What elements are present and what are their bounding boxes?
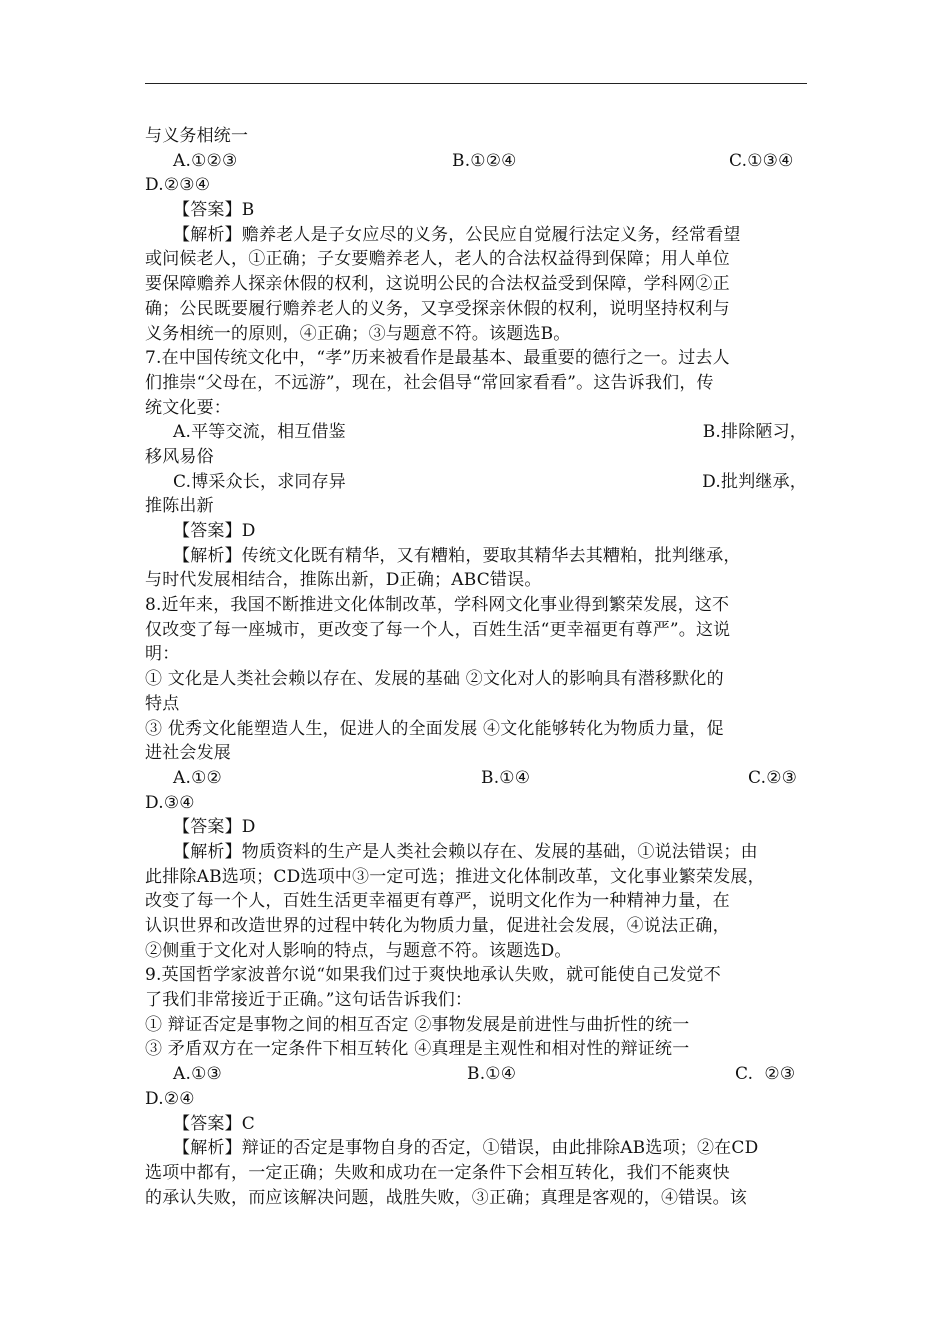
text-line: 改变了每一个人，百姓生活更幸福更有尊严，说明文化作为一种精神力量，在 bbox=[145, 891, 730, 912]
question-8: 8.近年来，我国不断推进文化体制改革，学科网文化事业得到繁荣发展，这不 bbox=[145, 595, 730, 616]
option-c: C.①③④ bbox=[729, 150, 794, 171]
option-b: B.①④ bbox=[481, 767, 531, 788]
analysis-line: 【解析】赡养老人是子女应尽的义务，公民应自觉履行法定义务，经常看望 bbox=[173, 224, 741, 245]
option-d: D.批判继承， bbox=[702, 471, 807, 492]
text-line: 此排除AB选项；CD选项中③一定可选；推进文化体制改革，文化事业繁荣发展， bbox=[145, 866, 765, 887]
text-line: 特点 bbox=[145, 693, 180, 714]
option-a: A.①②③ bbox=[173, 150, 238, 171]
q9-options bbox=[145, 1062, 807, 1087]
answer-line: 【答案】B bbox=[173, 200, 255, 221]
header-rule bbox=[145, 83, 807, 84]
text-line: 统文化要： bbox=[145, 397, 231, 418]
option-c: C. ②③ bbox=[735, 1064, 796, 1085]
q8-options bbox=[145, 766, 807, 791]
text-line: 移风易俗 bbox=[145, 446, 214, 467]
text-line: 确；公民既要履行赡养老人的义务，又享受探亲休假的权利，说明坚持权利与 bbox=[145, 298, 730, 319]
answer-line: 【答案】D bbox=[173, 817, 256, 838]
text-line: D.②③④ bbox=[145, 175, 211, 196]
text-line: 与时代发展相结合，推陈出新，D正确；ABC错误。 bbox=[145, 570, 542, 591]
document-body bbox=[145, 124, 807, 1210]
text-line: 进社会发展 bbox=[145, 743, 231, 764]
question-9: 9.英国哲学家波普尔说“如果我们过于爽快地承认失败，就可能使自己发觉不 bbox=[145, 965, 721, 986]
option-c: C.②③ bbox=[748, 767, 798, 788]
text-line: 义务相统一的原则，④正确；③与题意不符。该题选B。 bbox=[145, 323, 571, 344]
text-line: 们推崇“父母在，不远游”，现在，社会倡导“常回家看看”。这告诉我们，传 bbox=[145, 372, 714, 393]
text-line: 认识世界和改造世界的过程中转化为物质力量，促进社会发展，④说法正确， bbox=[145, 916, 730, 936]
text-line: 了我们非常接近于正确。”这句话告诉我们： bbox=[145, 990, 473, 1011]
text-line: D.③④ bbox=[145, 792, 195, 813]
analysis-line: 【解析】传统文化既有精华，又有糟粕，要取其精华去其糟粕，批判继承， bbox=[173, 545, 741, 566]
option-a: A.①② bbox=[173, 767, 222, 788]
text-line: 仅改变了每一座城市，更改变了每一个人，百姓生活“更幸福更有尊严”。这说 bbox=[145, 619, 731, 640]
statement-line: ① 辩证否定是事物之间的相互否定 ②事物发展是前进性与曲折性的统一 bbox=[145, 1014, 690, 1035]
text-line: 推陈出新 bbox=[145, 496, 214, 517]
option-c: C.博采众长，求同存异 bbox=[173, 471, 347, 492]
text-line: 的承认失败，而应该解决问题，战胜失败，③正确；真理是客观的，④错误。该 bbox=[145, 1187, 747, 1208]
option-b: B.①②④ bbox=[452, 150, 517, 171]
text-line: ②侧重于文化对人影响的特点，与题意不符。该题选D。 bbox=[145, 940, 572, 961]
q7-options-cd bbox=[145, 470, 807, 495]
analysis-line: 【解析】物质资料的生产是人类社会赖以存在、发展的基础，①说法错误；由 bbox=[173, 841, 758, 862]
answer-line: 【答案】C bbox=[173, 1113, 256, 1134]
option-a: A.平等交流，相互借鉴 bbox=[173, 422, 346, 443]
answer-line: 【答案】D bbox=[173, 521, 256, 541]
question-7: 7.在中国传统文化中，“孝”历来被看作是最基本、最重要的德行之一。过去人 bbox=[145, 348, 730, 369]
text-line: 与义务相统一 bbox=[145, 126, 249, 146]
statement-line: ① 文化是人类社会赖以存在、发展的基础 ②文化对人的影响具有潜移默化的 bbox=[145, 669, 724, 690]
option-a: A.①③ bbox=[173, 1064, 222, 1085]
q6-options bbox=[145, 149, 807, 174]
statement-line: ③ 矛盾双方在一定条件下相互转化 ④真理是主观性和相对性的辩证统一 bbox=[145, 1039, 690, 1060]
option-b: B.①④ bbox=[467, 1064, 517, 1085]
text-line: 选项中都有，一定正确；失败和成功在一定条件下会相互转化，我们不能爽快 bbox=[145, 1162, 730, 1183]
text-line: 要保障赡养人探亲休假的权利，这说明公民的合法权益受到保障，学科网②正 bbox=[145, 274, 730, 295]
text-line: 明： bbox=[145, 644, 180, 665]
option-b: B.排除陋习， bbox=[702, 422, 807, 443]
analysis-line: 【解析】辩证的否定是事物自身的否定，①错误，由此排除AB选项；②在CD bbox=[173, 1138, 759, 1159]
q7-options-ab bbox=[145, 420, 807, 445]
statement-line: ③ 优秀文化能塑造人生，促进人的全面发展 ④文化能够转化为物质力量，促 bbox=[145, 718, 724, 739]
text-line: 或问候老人，①正确；子女要赡养老人，老人的合法权益得到保障；用人单位 bbox=[145, 249, 730, 270]
text-line: D.②④ bbox=[145, 1088, 195, 1109]
